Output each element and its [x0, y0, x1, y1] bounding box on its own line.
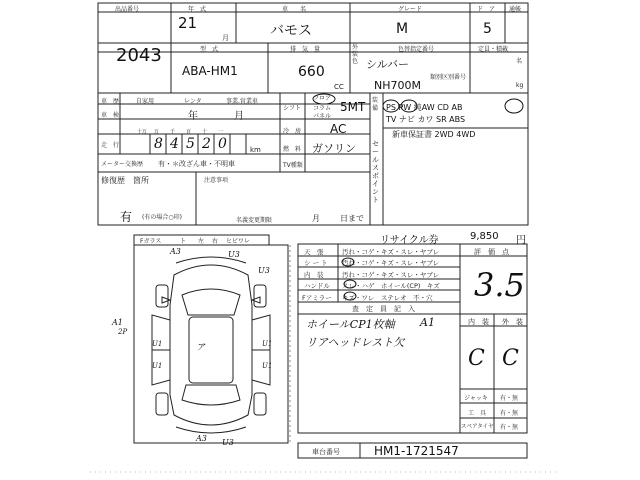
mileage-digit: 5: [186, 136, 195, 152]
mark-front-a3: A3: [170, 247, 181, 256]
mark-front-u3: U3: [228, 250, 240, 259]
mark-rear-u3: U3: [222, 438, 234, 447]
year-label: 年 式: [188, 6, 207, 13]
ac-value: AC: [330, 122, 347, 136]
mileage-unit: km: [250, 146, 261, 154]
mark-side-u3: U3: [258, 266, 270, 275]
ext-color-label: 外装色: [352, 44, 359, 65]
doors-value: 5: [483, 21, 492, 37]
inspection-label: 車 検: [101, 112, 120, 119]
cond-items: 汚れ・コゲ・キズ・スレ・ヤブレ: [342, 248, 440, 256]
capacity-unit-kg: kg: [516, 82, 524, 89]
registration-label: 名義変更期限: [236, 217, 273, 224]
color-value: シルバー: [366, 58, 409, 71]
car-name: バモス: [270, 23, 312, 39]
mileage-label: 走 行: [101, 142, 120, 149]
glass-option-to: ト: [180, 238, 187, 245]
grade-label: グレード: [398, 6, 423, 13]
cond-label: ハンドル: [304, 282, 330, 290]
inspection-month: 月: [234, 111, 244, 122]
history-label: 車 歴: [101, 98, 120, 105]
reg-day: 日まで: [340, 214, 364, 223]
mark-u1: U1: [262, 340, 273, 348]
score-label: 評 価 点: [474, 248, 509, 256]
capacity-label: 定員・積載: [478, 46, 509, 53]
color-specified-label: 色替指定番号: [398, 46, 435, 53]
grade-value: M: [396, 21, 409, 37]
score-interior: C: [468, 346, 485, 371]
lot-no: 2043: [116, 45, 162, 66]
ac-label: 冷 房: [283, 128, 302, 135]
cond-items: 汚れ・コゲ・キズ・スレ・ヤブレ: [342, 259, 440, 267]
recycle-unit: 円: [516, 235, 526, 246]
glass-option-crack: ヒビワレ: [226, 238, 251, 245]
meter-options: 有・＊改ざん車・不明車: [158, 160, 235, 168]
cond-label: 内 装: [304, 271, 324, 279]
mileage-unit-100: 百: [186, 129, 192, 135]
cond-label: Fアミラー: [302, 294, 332, 302]
capacity-unit-persons: 名: [516, 58, 523, 65]
scan-artifacts: [0, 468, 640, 480]
cond-label: シ ー ト: [304, 259, 328, 267]
score-value: 3.5: [474, 266, 525, 304]
color-code-label: 類別区別番号: [430, 74, 467, 81]
mileage-digit: 0: [218, 136, 227, 152]
tv-label: TV種類: [283, 162, 303, 169]
shift-option-floor: フロア: [313, 95, 332, 102]
shift-label: シフト: [283, 105, 302, 112]
reg-month: 月: [312, 214, 320, 223]
shift-option-panel: パネル: [313, 113, 332, 120]
equip-line2: TV ナビ カワ SR ABS: [386, 115, 466, 124]
equip-line1: PS PW 純AW CD AB: [386, 103, 463, 112]
model-value: ABA-HM1: [182, 64, 238, 78]
sales-point-label: セールスポイント: [372, 140, 379, 204]
mark-left-a1: A1: [112, 318, 123, 327]
acc-options: 有・無: [500, 410, 519, 417]
history-option-private: 自家用: [136, 98, 155, 105]
mileage-unit-10: 十: [202, 129, 208, 135]
mileage-unit-10k: 万: [154, 129, 160, 135]
acc-label: ジャッキ: [464, 395, 488, 402]
mark-u1: U1: [262, 362, 273, 370]
recycle-label: リサイクル券: [380, 235, 439, 246]
glass-option-left: 左: [198, 238, 205, 245]
acc-label: スペアタイヤ: [461, 424, 494, 430]
fuel-value: ガソリン: [312, 142, 356, 155]
cond-items: キズ・ワレ ステレオ 不・穴: [342, 294, 433, 302]
mileage-unit-1: 一: [218, 129, 224, 135]
color-code: NH700M: [374, 79, 421, 92]
acc-options: 有・無: [500, 424, 519, 431]
model-label: 型 式: [200, 46, 219, 53]
inspector-mark: A1: [420, 316, 435, 329]
meter-label: メーター交換歴: [101, 161, 144, 168]
pages-label: 通帳: [509, 6, 522, 13]
equip-line3: 新車保証書 2WD 4WD: [392, 130, 476, 139]
doors-label: ド ア: [477, 6, 496, 13]
shift-value: 5MT: [340, 100, 366, 114]
displacement-value: 660: [298, 64, 325, 80]
inspection-year: 年: [188, 111, 198, 122]
car-name-label: 車 名: [282, 6, 307, 13]
repair-note: (有の場合○印): [142, 214, 182, 221]
acc-label: 工 具: [468, 410, 487, 417]
cond-items: 汚れ・コゲ・キズ・スレ・ヤブレ: [342, 271, 440, 279]
mileage-digit: 8: [154, 136, 163, 152]
inspector-note: ホイールCP1枚軸: [306, 318, 395, 331]
year-unit: 月: [222, 34, 229, 42]
history-option-business: 事業.営業車: [226, 98, 258, 105]
mileage-unit-100k: 十万: [137, 129, 148, 135]
repair-value: 有: [120, 210, 133, 224]
score-exterior-label: 外 装: [502, 318, 523, 326]
mark-u1: U1: [152, 362, 163, 370]
lot-no-label: 出品番号: [115, 6, 140, 13]
mileage-digit: 4: [170, 136, 179, 152]
chassis-value: HM1-1721547: [374, 444, 459, 458]
cond-label: 天 張: [304, 248, 324, 256]
history-option-rental: レンタ: [184, 98, 202, 105]
inspector-note-2: リアヘッドレスト欠: [306, 336, 405, 349]
mileage-unit-1k: 千: [170, 129, 176, 135]
mark-left-2p: 2P: [118, 328, 128, 336]
notes-label: 注意事項: [204, 177, 229, 184]
inspector-label: 査 定 員 記 入: [352, 305, 415, 313]
mark-rear-a3: A3: [196, 434, 207, 443]
recycle-amount: 9,850: [470, 231, 499, 242]
year-value: 21: [178, 14, 198, 32]
displacement-unit: CC: [334, 83, 344, 91]
fuel-label: 燃 料: [283, 146, 302, 153]
glass-label: Fガラス: [140, 238, 162, 245]
displacement-label: 排 気 量: [290, 46, 321, 53]
mileage-digit: 2: [202, 136, 211, 152]
cond-items: スレ・ハゲ ホイール(CP) キズ: [342, 282, 440, 290]
glass-option-right: 右: [212, 238, 219, 245]
score-exterior: C: [502, 346, 519, 371]
acc-options: 有・無: [500, 395, 519, 402]
mark-u1: U1: [152, 340, 163, 348]
score-interior-label: 内 装: [468, 318, 489, 326]
equip-label: 装備: [372, 97, 379, 112]
repair-label: 修復歴 箇所: [101, 176, 149, 185]
shift-option-column: コラム: [313, 105, 331, 112]
mark-center: ア: [196, 343, 206, 353]
chassis-label: 車台番号: [312, 448, 340, 456]
